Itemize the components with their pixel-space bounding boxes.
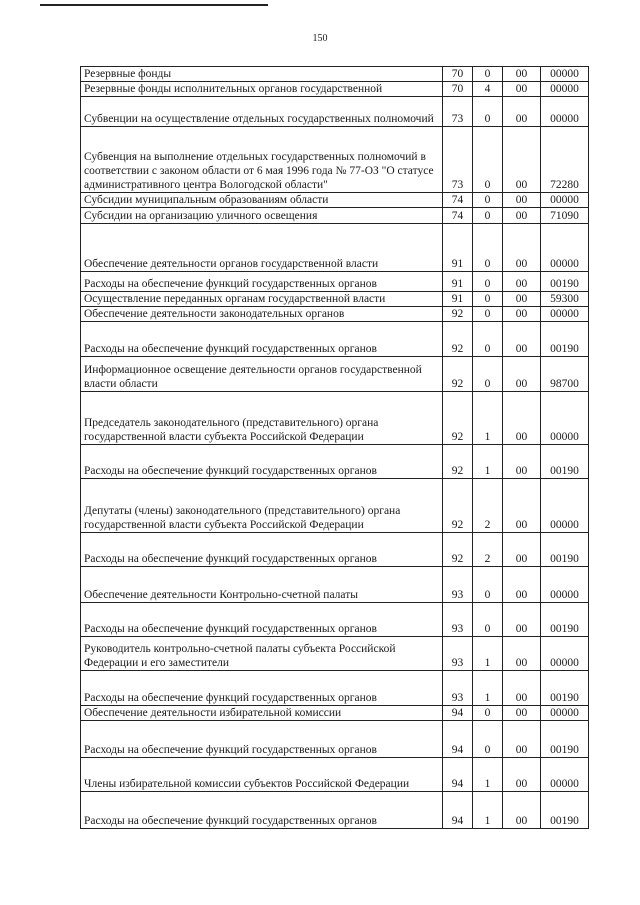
page-number: 150 xyxy=(312,33,328,44)
table-row xyxy=(81,127,589,193)
row-name-cell: Расходы на обеспечение функций государственных органов xyxy=(81,272,443,292)
code-direction-cell: 00000 xyxy=(541,567,589,603)
table-row xyxy=(81,567,589,603)
code-direction-cell: 00000 xyxy=(541,224,589,272)
code-subprogram-cell: 0 xyxy=(473,67,503,82)
code-direction-cell: 71090 xyxy=(541,208,589,224)
code-subprogram-cell: 0 xyxy=(473,208,503,224)
code-direction-cell: 72280 xyxy=(541,127,589,193)
code-group-cell: 00 xyxy=(503,208,541,224)
code-program-cell: 92 xyxy=(443,533,473,567)
code-direction-cell: 00000 xyxy=(541,706,589,721)
code-program-cell: 94 xyxy=(443,792,473,829)
code-subprogram-cell: 2 xyxy=(473,533,503,567)
table-row xyxy=(81,67,589,82)
code-subprogram-cell: 0 xyxy=(473,357,503,392)
code-group-cell: 00 xyxy=(503,357,541,392)
table-row xyxy=(81,357,589,392)
row-name-cell: Осуществление переданных органам государственной власти xyxy=(81,292,443,307)
row-name-cell: Расходы на обеспечение функций государственных органов xyxy=(81,671,443,706)
code-subprogram-cell: 2 xyxy=(473,479,503,533)
code-subprogram-cell: 0 xyxy=(473,127,503,193)
code-program-cell: 94 xyxy=(443,721,473,758)
code-subprogram-cell: 0 xyxy=(473,97,503,127)
code-subprogram-cell: 0 xyxy=(473,706,503,721)
code-direction-cell: 00000 xyxy=(541,392,589,445)
table-body xyxy=(81,67,589,829)
code-direction-cell: 00190 xyxy=(541,533,589,567)
code-program-cell: 91 xyxy=(443,224,473,272)
code-direction-cell: 00190 xyxy=(541,792,589,829)
table-row xyxy=(81,292,589,307)
code-direction-cell: 00000 xyxy=(541,193,589,208)
code-subprogram-cell: 0 xyxy=(473,603,503,637)
code-program-cell: 93 xyxy=(443,603,473,637)
table-row xyxy=(81,322,589,357)
row-name-cell: Члены избирательной комиссии субъектов Российской Федерации xyxy=(81,758,443,792)
code-direction-cell: 00000 xyxy=(541,479,589,533)
code-subprogram-cell: 1 xyxy=(473,792,503,829)
row-name-cell: Обеспечение деятельности избирательной комиссии xyxy=(81,706,443,721)
code-program-cell: 92 xyxy=(443,357,473,392)
code-direction-cell: 00000 xyxy=(541,97,589,127)
code-subprogram-cell: 1 xyxy=(473,392,503,445)
table-row xyxy=(81,307,589,322)
code-group-cell: 00 xyxy=(503,67,541,82)
row-name-cell: Расходы на обеспечение функций государственных органов xyxy=(81,792,443,829)
row-name-cell: Субвенции на осуществление отдельных государственных полномочий xyxy=(81,97,443,127)
row-name-cell: Расходы на обеспечение функций государственных органов xyxy=(81,603,443,637)
code-program-cell: 93 xyxy=(443,637,473,671)
code-group-cell: 00 xyxy=(503,292,541,307)
code-subprogram-cell: 0 xyxy=(473,721,503,758)
scan-artifact-line xyxy=(40,4,268,6)
code-program-cell: 94 xyxy=(443,706,473,721)
row-name-cell: Резервные фонды xyxy=(81,67,443,82)
code-program-cell: 92 xyxy=(443,445,473,479)
code-direction-cell: 00190 xyxy=(541,445,589,479)
table-row xyxy=(81,479,589,533)
code-group-cell: 00 xyxy=(503,224,541,272)
table-row xyxy=(81,637,589,671)
code-direction-cell: 00190 xyxy=(541,322,589,357)
code-subprogram-cell: 1 xyxy=(473,758,503,792)
code-subprogram-cell: 0 xyxy=(473,272,503,292)
code-subprogram-cell: 0 xyxy=(473,193,503,208)
table-row xyxy=(81,792,589,829)
code-program-cell: 70 xyxy=(443,82,473,97)
code-direction-cell: 00190 xyxy=(541,272,589,292)
code-direction-cell: 00000 xyxy=(541,307,589,322)
code-subprogram-cell: 4 xyxy=(473,82,503,97)
code-group-cell: 00 xyxy=(503,758,541,792)
table-row xyxy=(81,272,589,292)
budget-table xyxy=(80,66,589,829)
table-row xyxy=(81,224,589,272)
row-name-cell: Расходы на обеспечение функций государственных органов xyxy=(81,322,443,357)
row-name-cell: Субсидии муниципальным образованиям области xyxy=(81,193,443,208)
code-direction-cell: 00000 xyxy=(541,637,589,671)
table-row xyxy=(81,721,589,758)
code-group-cell: 00 xyxy=(503,721,541,758)
code-program-cell: 93 xyxy=(443,567,473,603)
code-group-cell: 00 xyxy=(503,792,541,829)
row-name-cell: Депутаты (члены) законодательного (представительного) органа государственной власти субъекта Российской Федерации xyxy=(81,479,443,533)
table-row xyxy=(81,533,589,567)
code-group-cell: 00 xyxy=(503,671,541,706)
code-group-cell: 00 xyxy=(503,637,541,671)
table-row xyxy=(81,193,589,208)
row-name-cell: Субвенция на выполнение отдельных государственных полномочий в соответствии с законом области от 6 мая 1996 года № 77-ОЗ "О статусе административного центра Вологодской области" xyxy=(81,127,443,193)
code-direction-cell: 00000 xyxy=(541,67,589,82)
row-name-cell: Резервные фонды исполнительных органов государственной xyxy=(81,82,443,97)
code-group-cell: 00 xyxy=(503,706,541,721)
table-row xyxy=(81,445,589,479)
code-group-cell: 00 xyxy=(503,82,541,97)
code-program-cell: 73 xyxy=(443,97,473,127)
table-row xyxy=(81,82,589,97)
table-row xyxy=(81,392,589,445)
code-program-cell: 92 xyxy=(443,322,473,357)
row-name-cell: Информационное освещение деятельности органов государственной власти области xyxy=(81,357,443,392)
code-direction-cell: 00190 xyxy=(541,671,589,706)
code-group-cell: 00 xyxy=(503,97,541,127)
code-direction-cell: 00190 xyxy=(541,721,589,758)
row-name-cell: Субсидии на организацию уличного освещения xyxy=(81,208,443,224)
table-row xyxy=(81,758,589,792)
table-row xyxy=(81,603,589,637)
code-program-cell: 94 xyxy=(443,758,473,792)
code-direction-cell: 00000 xyxy=(541,82,589,97)
code-subprogram-cell: 0 xyxy=(473,307,503,322)
code-group-cell: 00 xyxy=(503,322,541,357)
code-group-cell: 00 xyxy=(503,603,541,637)
row-name-cell: Расходы на обеспечение функций государственных органов xyxy=(81,533,443,567)
code-group-cell: 00 xyxy=(503,127,541,193)
code-direction-cell: 59300 xyxy=(541,292,589,307)
code-group-cell: 00 xyxy=(503,445,541,479)
code-program-cell: 93 xyxy=(443,671,473,706)
code-program-cell: 92 xyxy=(443,392,473,445)
code-direction-cell: 00190 xyxy=(541,603,589,637)
code-group-cell: 00 xyxy=(503,272,541,292)
row-name-cell: Руководитель контрольно-счетной палаты субъекта Российской Федерации и его заместители xyxy=(81,637,443,671)
code-program-cell: 70 xyxy=(443,67,473,82)
code-subprogram-cell: 0 xyxy=(473,292,503,307)
code-program-cell: 74 xyxy=(443,208,473,224)
code-subprogram-cell: 1 xyxy=(473,445,503,479)
row-name-cell: Обеспечение деятельности законодательных органов xyxy=(81,307,443,322)
code-program-cell: 91 xyxy=(443,272,473,292)
code-group-cell: 00 xyxy=(503,567,541,603)
row-name-cell: Обеспечение деятельности Контрольно-счетной палаты xyxy=(81,567,443,603)
table-row xyxy=(81,706,589,721)
code-subprogram-cell: 0 xyxy=(473,567,503,603)
row-name-cell: Расходы на обеспечение функций государственных органов xyxy=(81,721,443,758)
code-subprogram-cell: 0 xyxy=(473,322,503,357)
code-program-cell: 73 xyxy=(443,127,473,193)
row-name-cell: Расходы на обеспечение функций государственных органов xyxy=(81,445,443,479)
table-row xyxy=(81,671,589,706)
code-group-cell: 00 xyxy=(503,193,541,208)
row-name-cell: Председатель законодательного (представительного) органа государственной власти субъекта Российской Федерации xyxy=(81,392,443,445)
code-group-cell: 00 xyxy=(503,307,541,322)
code-program-cell: 92 xyxy=(443,307,473,322)
code-direction-cell: 00000 xyxy=(541,758,589,792)
code-program-cell: 74 xyxy=(443,193,473,208)
code-group-cell: 00 xyxy=(503,479,541,533)
code-group-cell: 00 xyxy=(503,533,541,567)
code-subprogram-cell: 1 xyxy=(473,637,503,671)
code-direction-cell: 98700 xyxy=(541,357,589,392)
table-row xyxy=(81,97,589,127)
table-row xyxy=(81,208,589,224)
code-group-cell: 00 xyxy=(503,392,541,445)
code-program-cell: 91 xyxy=(443,292,473,307)
code-subprogram-cell: 0 xyxy=(473,224,503,272)
code-subprogram-cell: 1 xyxy=(473,671,503,706)
code-program-cell: 92 xyxy=(443,479,473,533)
row-name-cell: Обеспечение деятельности органов государственной власти xyxy=(81,224,443,272)
